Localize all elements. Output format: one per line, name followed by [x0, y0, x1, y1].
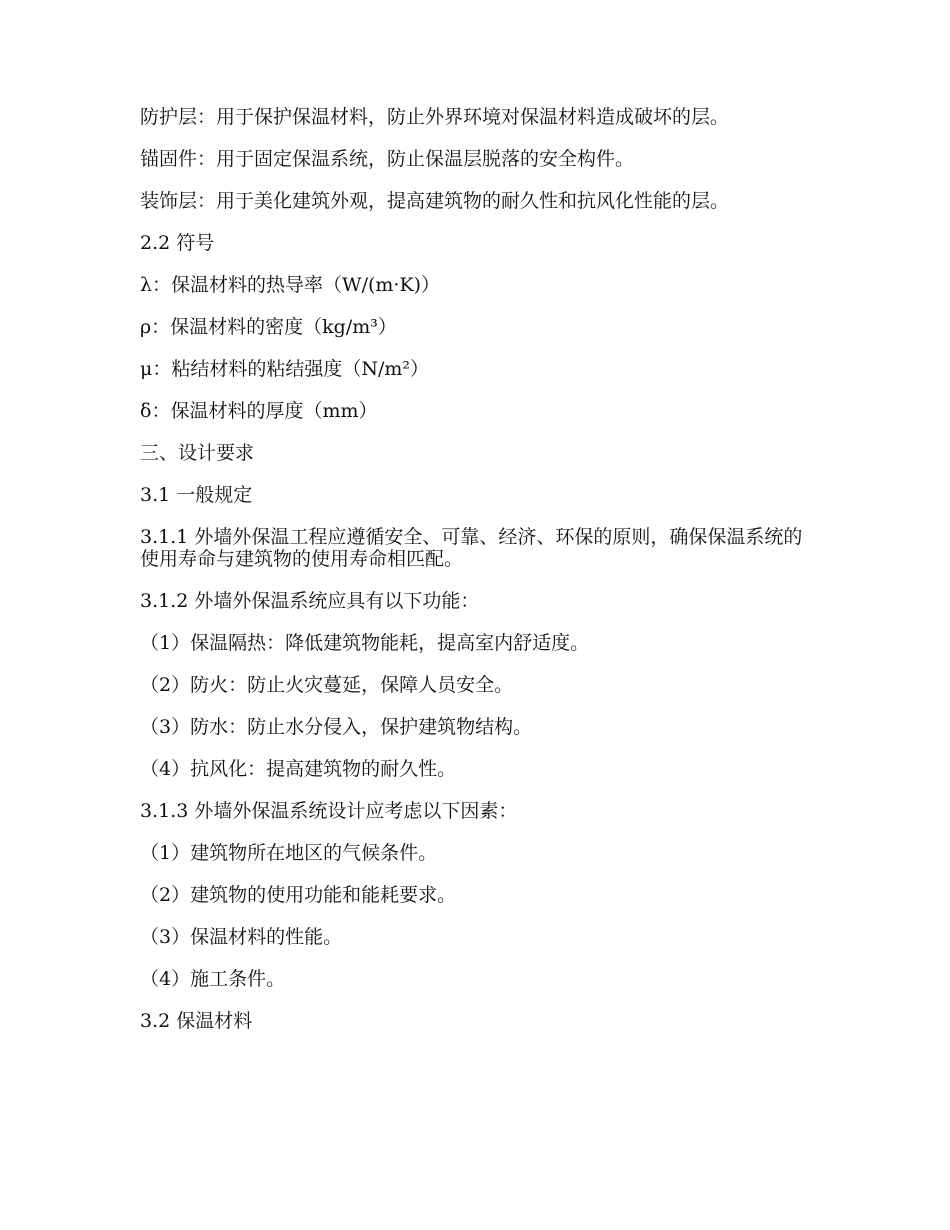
list-item-climate: （1）建筑物所在地区的气候条件。: [140, 842, 438, 864]
chapter-heading-design-requirements: 三、设计要求: [140, 442, 255, 464]
symbol-lambda: λ：保温材料的热导率（W/(m·K)）: [140, 274, 441, 296]
section-heading-symbols: 2.2 符号: [140, 232, 215, 254]
section-heading-general: 3.1 一般规定: [140, 484, 253, 506]
definition-decorative-layer: 装饰层：用于美化建筑外观，提高建筑物的耐久性和抗风化性能的层。: [140, 190, 730, 212]
list-item-fireproof: （2）防火：防止火灾蔓延，保障人员安全。: [140, 674, 514, 696]
definition-anchor: 锚固件：用于固定保温系统，防止保温层脱落的安全构件。: [140, 148, 635, 170]
clause-3-1-2: 3.1.2 外墙外保温系统应具有以下功能：: [140, 590, 480, 612]
list-item-construction: （4）施工条件。: [140, 968, 286, 990]
list-item-material-performance: （3）保温材料的性能。: [140, 926, 343, 948]
list-item-weathering: （4）抗风化：提高建筑物的耐久性。: [140, 758, 457, 780]
list-item-usage: （2）建筑物的使用功能和能耗要求。: [140, 884, 457, 906]
list-item-insulation: （1）保温隔热：降低建筑物能耗，提高室内舒适度。: [140, 632, 590, 654]
document-body: [140, 106, 820, 1052]
clause-3-1-1: 3.1.1 外墙外保温工程应遵循安全、可靠、经济、环保的原则，确保保温系统的使用寿命与建筑物的使用寿命相匹配。: [140, 526, 803, 570]
symbol-delta: δ：保温材料的厚度（mm）: [140, 400, 378, 422]
definition-protective-layer: 防护层：用于保护保温材料，防止外界环境对保温材料造成破坏的层。: [140, 106, 730, 128]
symbol-mu: μ：粘结材料的粘结强度（N/m²）: [140, 358, 430, 380]
list-item-waterproof: （3）防水：防止水分侵入，保护建筑物结构。: [140, 716, 533, 738]
symbol-rho: ρ：保温材料的密度（kg/m³）: [140, 316, 397, 338]
section-heading-insulation-materials: 3.2 保温材料: [140, 1010, 253, 1032]
clause-3-1-3: 3.1.3 外墙外保温系统设计应考虑以下因素：: [140, 800, 518, 822]
